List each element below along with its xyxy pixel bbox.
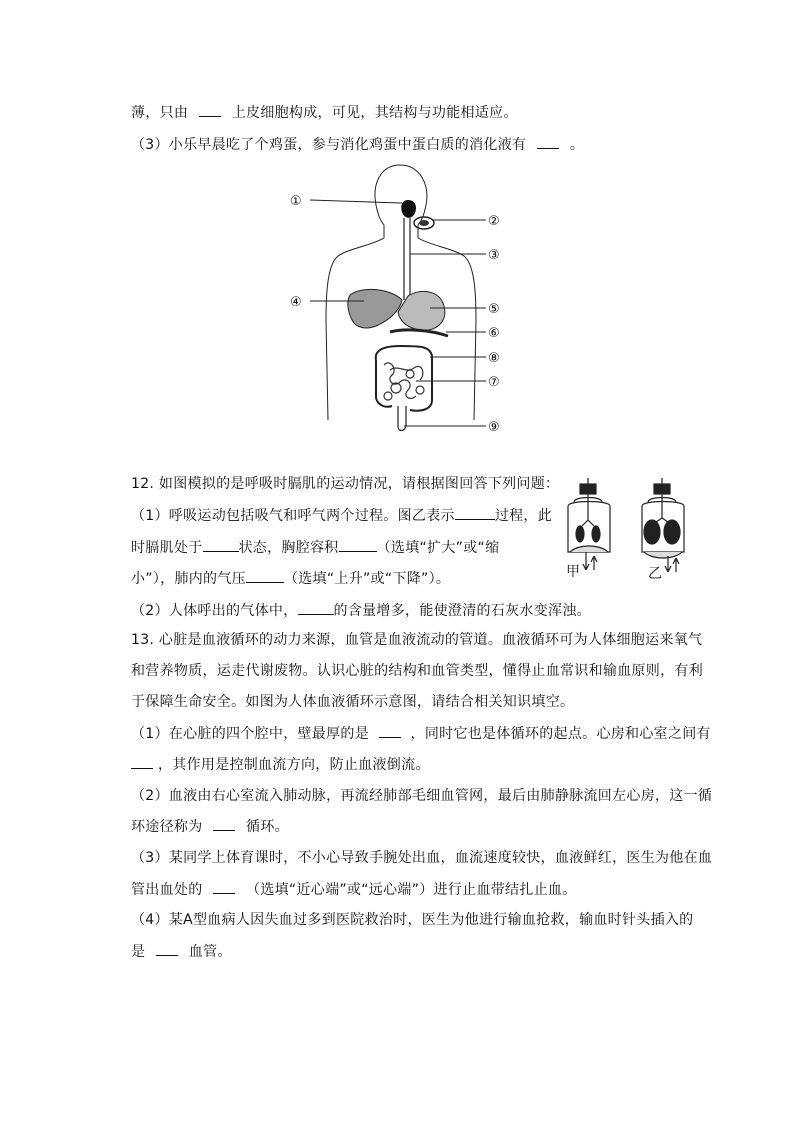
label-jia: 甲: [566, 564, 580, 580]
answer-blank[interactable]: [246, 568, 284, 583]
rectum: [398, 406, 406, 431]
q13-stem-line2: 和营养物质，运走代谢废物。认识心脏的结构和血管类型，懂得止血常识和输血原则，有利: [131, 663, 703, 679]
q13-sub2-line1: （2）血液由右心室流入肺动脉，再流经肺部毛细血管网，最后由肺静脉流回左心房，这一循: [131, 788, 713, 804]
answer-blank[interactable]: [213, 816, 235, 831]
label-3: ③: [488, 248, 500, 263]
esophagus: [404, 218, 410, 300]
q12-sub1-line3: 小”），肺内的气压 （选填“上升”或“下降”）。: [131, 568, 450, 589]
label-yi: 乙: [648, 566, 662, 582]
answer-blank[interactable]: [339, 537, 377, 552]
answer-blank[interactable]: [213, 879, 235, 894]
label-6: ⑥: [488, 326, 500, 341]
q13-stem-line1: 13. 心脏是血液循环的动力来源，血管是血液流动的管道。血液循环可为人体细胞运来氧气: [131, 632, 703, 648]
answer-blank[interactable]: [455, 505, 495, 520]
answer-blank[interactable]: [298, 600, 334, 615]
answer-blank[interactable]: [199, 102, 221, 117]
q13-sub4-line1: （4）某A型血病人因失血过多到医院救治时，医生为他进行输血抢救，输血时针头插入的: [131, 912, 694, 928]
answer-blank[interactable]: [379, 723, 401, 738]
bell-jar-diagram: [560, 476, 700, 586]
q11-subquestion-3: （3）小乐早晨吃了个鸡蛋，参与消化鸡蛋中蛋白质的消化液有 。: [131, 134, 584, 155]
q13-sub3-line1: （3）某同学上体育课时，不小心导致手腕处出血，血流速度较快，血液鲜红，医生为他在血: [131, 850, 713, 866]
q13-sub4-line2: 是 血管。: [131, 941, 232, 962]
label-1: ①: [290, 194, 302, 209]
pancreas: [390, 330, 448, 336]
q13-stem-line3: 于保障生命安全。如图为人体血液循环示意图，请结合相关知识填空。: [131, 694, 575, 710]
q12-sub1-line1: （1）呼吸运动包括吸气和呼气两个过程。图乙表示 过程，此: [131, 505, 552, 526]
answer-blank[interactable]: [156, 941, 178, 956]
q13-sub3-line2: 管出血处的 （选填“近心端”或“远心端”）进行止血带结扎止血。: [131, 879, 577, 900]
label-8: ⑧: [488, 351, 500, 366]
q12-sub1-line2: 时膈肌处于 状态，胸腔容积 （选填“扩大”或“缩: [131, 537, 499, 558]
q12-sub2: （2）人体呼出的气体中， 的含量增多，能使澄清的石灰水变浑浊。: [131, 600, 591, 621]
digestive-system-diagram: [280, 160, 520, 440]
answer-blank[interactable]: [537, 134, 559, 149]
label-2: ②: [488, 214, 500, 229]
bell-jar-jia: [568, 478, 610, 570]
q13-sub1-line1: （1）在心脏的四个腔中，壁最厚的是 ，同时它也是体循环的起点。心房和心室之间有: [131, 723, 711, 744]
label-5: ⑤: [488, 302, 500, 317]
stomach: [398, 291, 445, 330]
label-4: ④: [290, 295, 302, 310]
large-intestine: [376, 346, 432, 411]
label-9: ⑨: [488, 420, 500, 435]
label-7: ⑦: [488, 375, 500, 390]
answer-blank[interactable]: [131, 754, 153, 769]
q12-stem: 12. 如图模拟的是呼吸时膈肌的运动情况，请根据图回答下列问题：: [131, 476, 560, 492]
liver: [348, 289, 402, 328]
bell-jar-yi: [642, 478, 684, 572]
q13-sub1-line2: ，其作用是控制血流方向，防止血液倒流。: [131, 754, 430, 775]
q11-line-continuation: 薄，只由 上皮细胞构成，可见，其结构与功能相适应。: [131, 102, 518, 123]
q13-sub2-line2: 环途径称为 循环。: [131, 816, 289, 837]
answer-blank[interactable]: [203, 537, 239, 552]
pharynx: [401, 200, 416, 218]
